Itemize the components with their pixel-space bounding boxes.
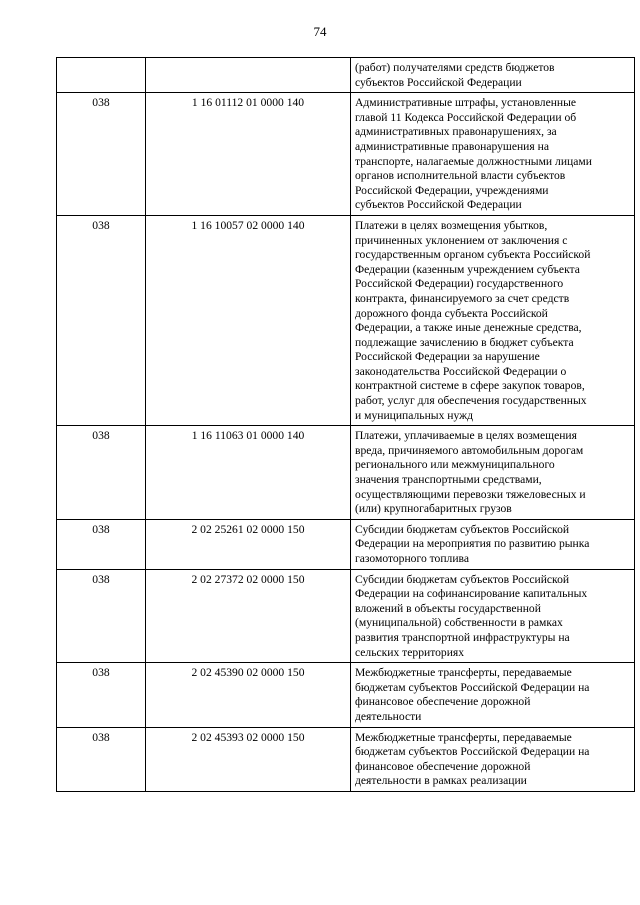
- admin-code-cell: 038: [57, 663, 146, 727]
- description-line: Федерации на мероприятия по развитию рынка: [355, 537, 590, 551]
- description-line: контракта, финансируемого за счет средств: [355, 291, 570, 305]
- kbk-code-cell: 1 16 10057 02 0000 140: [146, 215, 351, 425]
- description-line: законодательства Российской Федерации о: [355, 364, 567, 378]
- kbk-code-cell: [146, 58, 351, 93]
- description-line: (работ) получателями средств бюджетов: [355, 61, 555, 74]
- description-line: бюджетам субъектов Российской Федерации на: [355, 680, 590, 694]
- admin-code-cell: 038: [57, 727, 146, 791]
- description-line: газомоторного топлива: [355, 552, 470, 565]
- kbk-code-cell: 2 02 45393 02 0000 150: [146, 727, 351, 791]
- description-cell: [351, 426, 635, 520]
- description-line: причиненных уклонением от заключения с: [355, 233, 568, 247]
- description-cell: [351, 519, 635, 569]
- table-body: [57, 58, 635, 792]
- table-row: [57, 519, 635, 569]
- admin-code-cell: [57, 58, 146, 93]
- description-line: Субсидии бюджетам субъектов Российской: [355, 522, 570, 536]
- admin-code-cell: 038: [57, 215, 146, 425]
- description-line: осуществляющими перевозки тяжеловесных и: [355, 487, 586, 501]
- table-row: [57, 215, 635, 425]
- description-cell: [351, 93, 635, 216]
- description-line: и муниципальных нужд: [355, 408, 474, 422]
- description-line: Российской Федерации) государственного: [355, 277, 564, 291]
- description-line: Межбюджетные трансферты, передаваемые: [355, 730, 572, 744]
- description-line: Российской Федерации за нарушение: [355, 350, 540, 364]
- description-line: Федерации на софинансирование капитальных: [355, 587, 588, 601]
- admin-code-cell: 038: [57, 426, 146, 520]
- kbk-code-cell: 2 02 25261 02 0000 150: [146, 519, 351, 569]
- description-line: Платежи, уплачиваемые в целях возмещения: [355, 429, 577, 443]
- description-line: регионального или межмуниципального: [355, 458, 555, 472]
- table-row: [57, 569, 635, 663]
- description-cell: [351, 569, 635, 663]
- description-line: Межбюджетные трансферты, передаваемые: [355, 666, 572, 680]
- description-line: субъектов Российской Федерации: [355, 75, 522, 89]
- description-cell: [351, 727, 635, 791]
- admin-code-cell: 038: [57, 569, 146, 663]
- kbk-code-cell: 2 02 45390 02 0000 150: [146, 663, 351, 727]
- description-line: финансовое обеспечение дорожной: [355, 695, 531, 709]
- description-line: вреда, причиняемого автомобильным дорогам: [355, 443, 584, 457]
- description-line: административных правонарушениях, за: [355, 125, 557, 139]
- table-row: [57, 93, 635, 216]
- description-line: главой 11 Кодекса Российской Федерации об: [355, 110, 577, 124]
- description-line: транспорте, налагаемые должностными лицами: [355, 154, 592, 168]
- description-line: (муниципальной) собственности в рамках: [355, 616, 563, 630]
- description-line: деятельности в рамках реализации: [355, 774, 527, 788]
- description-line: Федерации, а также иные денежные средства,: [355, 321, 582, 335]
- kbk-code-cell: 1 16 11063 01 0000 140: [146, 426, 351, 520]
- description-line: работ, услуг для обеспечения государственных: [355, 394, 587, 408]
- description-line: финансовое обеспечение дорожной: [355, 759, 531, 773]
- description-line: подлежащие зачислению в бюджет субъекта: [355, 335, 574, 349]
- description-line: деятельности: [355, 709, 422, 723]
- description-line: дорожного фонда субъекта Российской: [355, 306, 548, 320]
- description-line: вложений в объекты государственной: [355, 601, 541, 615]
- table-row: [57, 426, 635, 520]
- description-line: Субсидии бюджетам субъектов Российской: [355, 572, 570, 586]
- admin-code-cell: 038: [57, 519, 146, 569]
- description-line: бюджетам субъектов Российской Федерации на: [355, 745, 590, 759]
- description-line: административные правонарушения на: [355, 139, 549, 153]
- description-line: значения транспортными средствами,: [355, 473, 542, 487]
- kbk-code-cell: 1 16 01112 01 0000 140: [146, 93, 351, 216]
- description-line: государственным органом субъекта Российской: [355, 248, 591, 262]
- description-line: Платежи в целях возмещения убытков,: [355, 218, 548, 232]
- description-line: развития транспортной инфраструктуры на: [355, 630, 570, 644]
- description-line: органов исполнительной власти субъектов: [355, 169, 566, 183]
- admin-code-cell: 038: [57, 93, 146, 216]
- page-number: 74: [313, 24, 327, 39]
- kbk-code-cell: 2 02 27372 02 0000 150: [146, 569, 351, 663]
- table-row: [57, 58, 635, 93]
- description-line: Российской Федерации, учреждениями: [355, 183, 549, 197]
- budget-classification-table: [56, 57, 635, 792]
- table-row: [57, 727, 635, 791]
- description-line: сельских территориях: [355, 645, 465, 659]
- description-line: Федерации (казенным учреждением субъекта: [355, 262, 580, 276]
- description-cell: [351, 58, 635, 93]
- table-row: [57, 663, 635, 727]
- description-line: контрактной системе в сфере закупок товаров,: [355, 379, 585, 393]
- description-cell: [351, 663, 635, 727]
- description-line: субъектов Российской Федерации: [355, 198, 522, 212]
- description-line: (или) крупногабаритных грузов: [355, 502, 512, 516]
- description-line: Административные штрафы, установленные: [355, 96, 577, 110]
- description-cell: [351, 215, 635, 425]
